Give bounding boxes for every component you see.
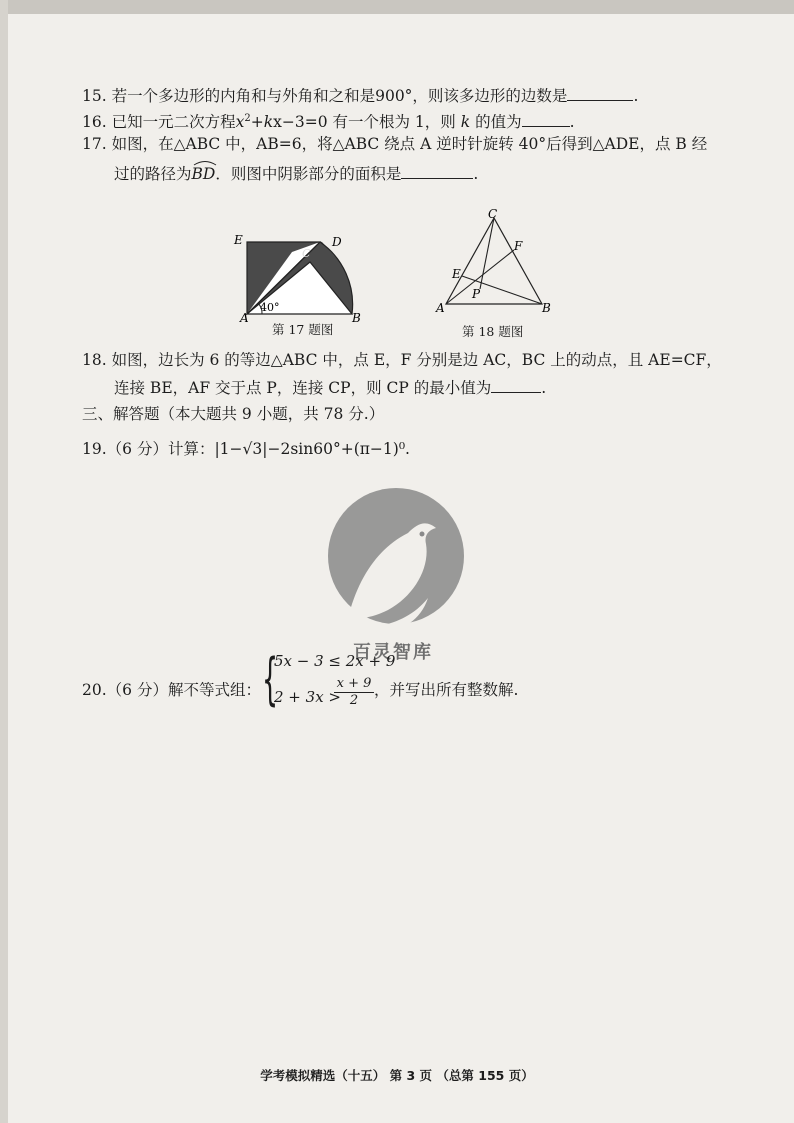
question-17-line2: 过的路径为 BD．则图中阴影部分的面积是 .	[114, 164, 478, 184]
fig18-label-c: C	[488, 207, 498, 221]
fig17-label-a: A	[240, 311, 249, 324]
question-16: 16. 已知一元二次方程$x^2+kx-3=0$ 有一个根为 1，则 k 的值为 .	[82, 113, 575, 132]
scan-top-band	[0, 0, 794, 14]
answer-blank-18[interactable]	[491, 378, 541, 393]
fig17-label-b: B	[352, 311, 361, 324]
fig18-label-b: B	[542, 301, 551, 315]
fig18-label-f: F	[514, 239, 523, 253]
fig17-caption: 第 17 题图	[272, 322, 334, 337]
inequality-system	[262, 647, 522, 720]
inequality-2: 2 + 3x >	[274, 688, 341, 706]
fig18-label-e: E	[452, 267, 461, 281]
answer-blank-17[interactable]	[401, 164, 473, 179]
question-18: 18. 如图，边长为 6 的等边△ABC 中，点 E，F 分别是边 AC，BC 上的动点，且 AE=CF，	[82, 351, 722, 369]
arc-mark-icon	[192, 160, 218, 166]
section-3-heading: 三、解答题（本大题共 9 小题，共 78 分.）	[82, 405, 385, 423]
question-20-tail: ，并写出所有整数解.	[374, 681, 519, 699]
fraction: x + 9 2	[334, 676, 374, 708]
figure-17	[232, 232, 362, 324]
answer-blank-16[interactable]	[522, 112, 570, 127]
arc-bd: BD	[192, 164, 216, 184]
question-15: 15. 若一个多边形的内角和与外角和之和是900°，则该多边形的边数是 .	[82, 87, 639, 105]
watermark-text: 百灵智库	[353, 642, 433, 663]
answer-blank-15[interactable]	[567, 86, 633, 101]
page-footer: 学考模拟精选（十五） 第 3 页 （总第 155 页）	[260, 1068, 534, 1083]
fig18-label-a: A	[436, 301, 445, 315]
question-18-line2: 连接 BE，AF 交于点 P，连接 CP，则 CP 的最小值为 .	[114, 379, 547, 397]
question-17: 17. 如图，在△ABC 中，AB=6，将△ABC 绕点 A 逆时针旋转 40°后得到△ADE，点 B 经	[82, 135, 708, 153]
brace-icon: {	[262, 647, 279, 712]
watermark	[318, 478, 468, 668]
fig18-caption: 第 18 题图	[462, 324, 524, 339]
fig18-label-p: P	[472, 287, 481, 301]
question-19: 19.（6 分）计算：|1−√3|−2sin60°+(π−1)⁰.	[82, 440, 410, 458]
scan-left-edge	[0, 0, 8, 1123]
fig17-label-c: C	[302, 247, 311, 260]
question-20-label: 20.（6 分）解不等式组：	[82, 681, 261, 699]
fig17-label-d: D	[332, 235, 342, 249]
figure-18	[432, 206, 558, 318]
fig17-label-e: E	[234, 233, 243, 247]
inequality-1: 5x − 3 ≤ 2x + 9	[274, 652, 396, 670]
fig17-angle-label: 40°	[260, 301, 280, 314]
